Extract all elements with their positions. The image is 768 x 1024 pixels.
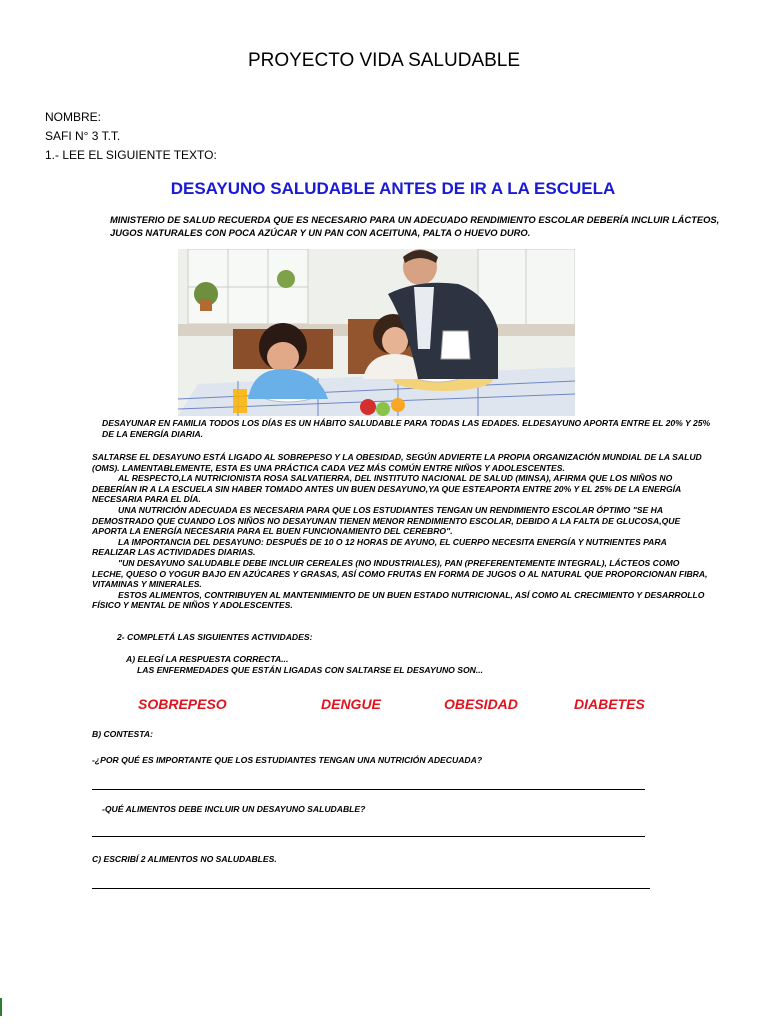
part-a-label: A) ELEGÍ LA RESPUESTA CORRECTA... — [126, 654, 289, 664]
breakfast-photo — [178, 249, 575, 416]
paragraph: UNA NUTRICIÓN ADECUADA ES NECESARIA PARA QUE LOS ESTUDIANTES TENGAN UN RENDIMIENTO ESCOLAR ÓPTIMO "SE HA DEMOSTRADO QUE CUANDO LOS NIÑOS NO DESAYUNAN TIENEN MENOR RENDIMIENTO ESCOLAR, DEBIDO A LA FALTA DE GLUCOSA,QUE APORTA LA ENERGÍA NECESARIA PARA EL BUEN FUNCIONAMIENTO DEL CEREBRO". — [92, 504, 681, 537]
article-body — [92, 452, 712, 611]
breakfast-photo-illustration — [178, 249, 575, 416]
paragraph: ESTOS ALIMENTOS, CONTRIBUYEN AL MANTENIMIENTO DE UN BUEN ESTADO NUTRICIONAL, ASÍ COMO AL CRECIMIENTO Y DESARROLLO FÍSICO Y MENTAL DE NIÑOS Y ADOLESCENTES. — [92, 589, 705, 611]
paragraph: "UN DESAYUNO SALUDABLE DEBE INCLUIR CEREALES (NO INDUSTRIALES), PAN (PREFERENTEMENTE INTEGRAL), LÁCTEOS COMO LECHE, QUESO O YOGUR BAJO EN AZÚCARES Y GRASAS, ASÍ COMO FRUTAS EN FORMA DE JUGOS O AL NATURAL QUE PROPORCIONAN FIBRA, VITAMINAS Y MINERALES. — [92, 557, 708, 590]
page-title: PROYECTO VIDA SALUDABLE — [247, 50, 521, 71]
photo-caption: DESAYUNAR EN FAMILIA TODOS LOS DÍAS ES UN HÁBITO SALUDABLE PARA TODAS LAS EDADES. ELDESAYUNO APORTA ENTRE EL 20% Y 25% DE LA ENERGÍA DIARIA. — [102, 418, 711, 439]
part-c-label: C) ESCRIBÍ 2 ALIMENTOS NO SALUDABLES. — [92, 854, 277, 864]
question-1: -¿POR QUÉ ES IMPORTANTE QUE LOS ESTUDIANTES TENGAN UNA NUTRICIÓN ADECUADA? — [92, 755, 483, 765]
activities-heading: 2- COMPLETÁ LAS SIGUIENTES ACTIVIDADES: — [117, 632, 313, 642]
paragraph: SALTARSE EL DESAYUNO ESTÁ LIGADO AL SOBREPESO Y LA OBESIDAD, SEGÚN ADVIERTE LA PROPIA ORGANIZACIÓN MUNDIAL DE LA SALUD (OMS). LAMENTABLEMENTE, ESTA ES UNA PRÁCTICA CADA VEZ MÁS COMÚN ENTRE NIÑOS Y ADOLESCENTES. — [92, 452, 702, 473]
option-obesidad[interactable]: OBESIDAD — [444, 696, 518, 712]
paragraph: LA IMPORTANCIA DEL DESAYUNO: DESPUÉS DE 10 O 12 HORAS DE AYUNO, EL CUERPO NECESITA ENERGÍA Y NUTRIENTES PARA REALIZAR LAS ACTIVIDADES DIARIAS. — [92, 536, 667, 558]
school-label: SAFI N° 3 T.T. — [45, 129, 121, 143]
part-b-label: B) CONTESTA: — [92, 729, 153, 739]
option-diabetes[interactable]: DIABETES — [574, 696, 645, 712]
headline: DESAYUNO SALUDABLE ANTES DE IR A LA ESCUELA — [170, 179, 616, 198]
answer-line-3[interactable] — [92, 888, 650, 889]
instruction-1: 1.- LEE EL SIGUIENTE TEXTO: — [45, 148, 217, 162]
option-sobrepeso[interactable]: SOBREPESO — [138, 696, 227, 712]
answer-line-2[interactable] — [92, 836, 645, 837]
option-dengue[interactable]: DENGUE — [321, 696, 381, 712]
name-label: NOMBRE: — [45, 110, 102, 124]
paragraph: AL RESPECTO,LA NUTRICIONISTA ROSA SALVATIERRA, DEL INSTITUTO NACIONAL DE SALUD (MINSA), AFIRMA QUE LOS NIÑOS NO DEBERÍAN IR A LA ESCUELA SIN HABER TOMADO ANTES UN BUEN DESAYUNO,YA QUE ESTEAPORTA ENTRE 20% Y EL 25% DE LA ENERGÍA NECESARIA PARA EL DÍA. — [92, 473, 681, 505]
answer-line-1[interactable] — [92, 789, 645, 790]
intro-text: MINISTERIO DE SALUD RECUERDA QUE ES NECESARIO PARA UN ADECUADO RENDIMIENTO ESCOLAR DEBERÍA INCLUIR LÁCTEOS, JUGOS NATURALES CON POCA AZÚCAR Y UN PAN CON ACEITUNA, PALTA O HUEVO DURO. — [110, 214, 720, 238]
part-a-question: LAS ENFERMEDADES QUE ESTÁN LIGADAS CON SALTARSE EL DESAYUNO SON... — [137, 665, 484, 675]
edge-marker — [0, 998, 2, 1016]
question-2: -QUÉ ALIMENTOS DEBE INCLUIR UN DESAYUNO SALUDABLE? — [102, 804, 366, 814]
